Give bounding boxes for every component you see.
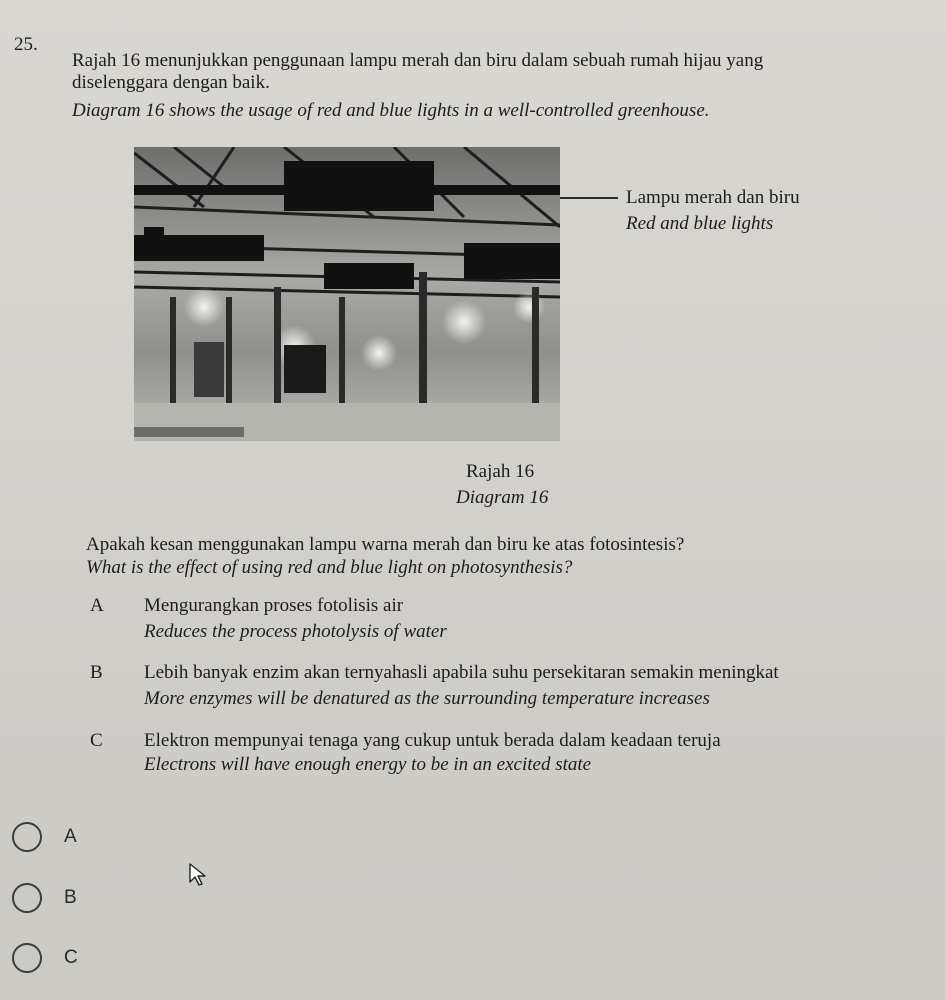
answer-choice-c[interactable] — [12, 940, 78, 976]
mouse-pointer-icon — [188, 862, 208, 893]
greenhouse-illustration — [134, 147, 560, 441]
greenhouse-photo — [134, 147, 560, 441]
question-stem-ms-line1: Rajah 16 menunjukkan penggunaan lampu merah dan biru dalam sebuah rumah hijau yang — [72, 50, 764, 71]
answer-choice-a-label[interactable]: A — [64, 826, 77, 847]
figure-label-ms: Lampu merah dan biru — [626, 187, 800, 208]
option-b-ms: Lebih banyak enzim akan ternyahasli apabila suhu persekitaran semakin meningkat — [144, 662, 779, 683]
radio-button-c[interactable] — [12, 943, 42, 973]
option-c-en: Electrons will have enough energy to be in an excited state — [144, 754, 592, 775]
option-c-letter: C — [90, 730, 103, 751]
option-a-en: Reduces the process photolysis of water — [144, 621, 447, 642]
figure-pointer-line — [560, 197, 618, 199]
option-b-letter: B — [90, 662, 103, 683]
radio-button-b[interactable] — [12, 883, 42, 913]
option-b-en: More enzymes will be denatured as the surrounding temperature increases — [144, 688, 710, 709]
option-c-ms: Elektron mempunyai tenaga yang cukup untuk berada dalam keadaan teruja — [144, 730, 721, 751]
question-stem-ms-line2: diselenggara dengan baik. — [72, 72, 270, 93]
figure-label-en: Red and blue lights — [626, 213, 774, 234]
answer-choice-a[interactable] — [12, 819, 77, 855]
option-a-ms: Mengurangkan proses fotolisis air — [144, 595, 404, 616]
option-a-letter: A — [90, 595, 104, 616]
answer-choice-b-label[interactable]: B — [64, 887, 77, 908]
radio-button-a[interactable] — [12, 822, 42, 852]
question-number: 25. — [14, 34, 38, 55]
prompt-ms: Apakah kesan menggunakan lampu warna merah dan biru ke atas fotosintesis? — [86, 534, 685, 555]
figure-caption-en: Diagram 16 — [456, 487, 549, 508]
prompt-en: What is the effect of using red and blue light on photosynthesis? — [86, 557, 573, 578]
answer-choice-b[interactable] — [12, 880, 77, 916]
figure-caption-ms: Rajah 16 — [466, 461, 535, 482]
answer-choice-c-label[interactable]: C — [64, 947, 78, 968]
question-stem-en: Diagram 16 shows the usage of red and blue lights in a well-controlled greenhouse. — [72, 100, 710, 121]
